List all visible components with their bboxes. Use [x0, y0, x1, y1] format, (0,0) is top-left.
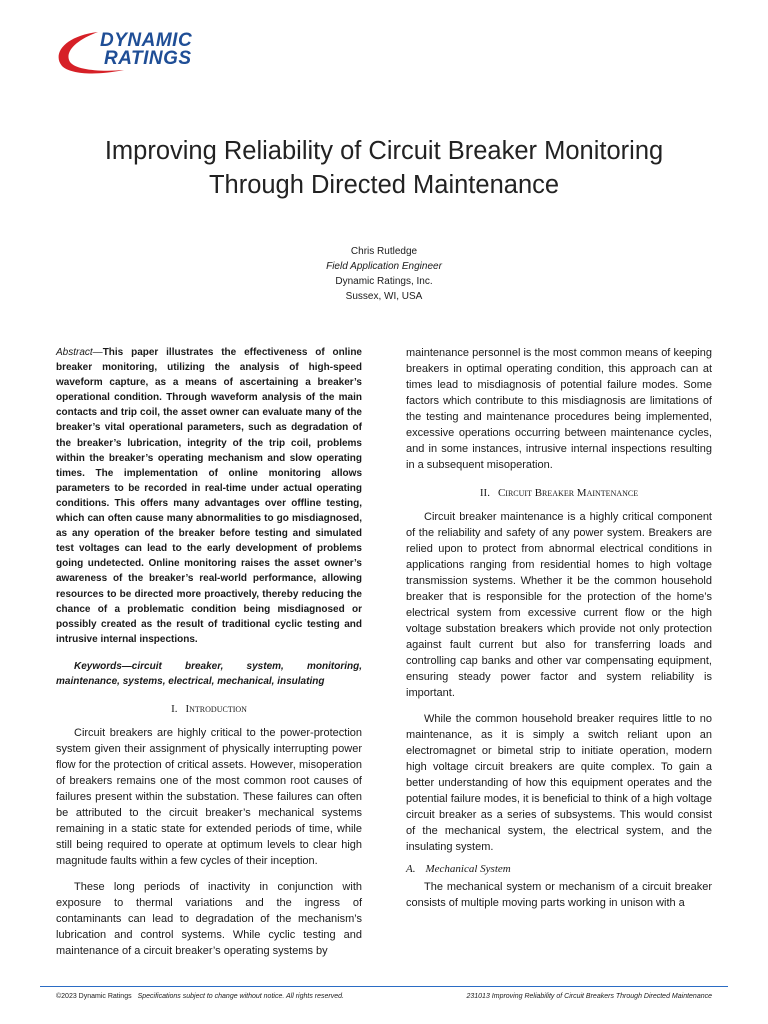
mechanical-paragraph-1: The mechanical system or mechanism of a circuit breaker consists of multiple moving parts working in unison with a: [406, 881, 712, 909]
footer-copyright: ©2023 Dynamic Ratings: [56, 993, 132, 1000]
logo-text-dynamic: DYNAMIC: [100, 30, 193, 51]
author-name: Chris Rutledge: [350, 246, 418, 257]
subsection-number: A.: [406, 863, 416, 875]
footer-notice: Specifications subject to change without notice. All rights reserved.: [137, 993, 344, 1000]
intro-paragraph-1: Circuit breakers are highly critical to the power-protection system given their assignment of physically interrupting power flow for the protection of critical assets. However, misoperation of breakers remains one of the most common root causes of failures present within the substation. These failures can often be attributed to the circuit breaker’s mechanical systems remaining in a static state for extended periods of time, while still being required to operate at optimum levels to clear high magnitude faults within a few cycles of their inception.: [56, 727, 362, 868]
footer-copyright-block: [56, 993, 344, 1000]
intro-paragraph-2: These long periods of inactivity in conjunction with exposure to thermal variations and the ingress of contaminants can lead to degradation of the mechanism’s lubrication and control systems. While cyclic testing and maintenance of a circuit breaker’s operating systems by: [56, 881, 362, 958]
maintenance-paragraph-2: While the common household breaker requires little to no maintenance, as it is simply a switch reliant upon an electromagnet or bimetal strip to initiate operation, modern high voltage circuit breakers are quite complex. To gain a better understanding of how this equipment operates and the potential failure modes, it is beneficial to think of a high voltage circuit breaker as a series of subsystems. This would consist of the mechanical system, the electrical system, and the insulating system.: [406, 713, 712, 853]
author-block: [234, 244, 534, 304]
section-name: Introduction: [185, 703, 247, 716]
abstract: [56, 345, 362, 647]
dynamic-ratings-logo: [54, 24, 214, 84]
title-line-1: Improving Reliability of Circuit Breaker Monitoring: [104, 137, 664, 165]
logo-text-ratings: RATINGS: [104, 48, 192, 69]
section-number: II.: [479, 487, 490, 499]
subsection-heading-mechanical: [406, 861, 712, 877]
section-name: Circuit Breaker Maintenance: [497, 487, 639, 499]
title-line-2: Through Directed Maintenance: [208, 171, 560, 199]
author-company: Dynamic Ratings, Inc.: [335, 276, 433, 287]
footer-document-id: 231013 Improving Reliability of Circuit Breakers Through Directed Maintenance: [466, 993, 712, 1000]
section-heading-introduction: [56, 701, 362, 717]
paper-title: [40, 134, 728, 202]
author-role: Field Application Engineer: [326, 261, 442, 272]
keywords: Keywords—circuit breaker, system, monitoring, maintenance, systems, electrical, mechanical, insulating: [56, 660, 362, 687]
section-heading-maintenance: [406, 485, 712, 501]
maintenance-paragraph-1: Circuit breaker maintenance is a highly critical component of the reliability and safety of any power system. Breakers are relied upon to protect from abnormal electrical conditions in applications ranging from residential homes to high voltage transmission systems. Whether it be the common household breaker that is responsible for the protection of the home’s electrical system from excessive current flow or the high voltage substation breakers which provide not only protection against fault current but also for transferring loads and controlling cap banks and other var compensating equipment, ensuring steady power factor and system reliability is important.: [406, 511, 712, 699]
section-number: I.: [171, 703, 178, 716]
intro-paragraph-2-continued: maintenance personnel is the most common means of keeping breakers in optimal operating condition, this approach can at times lead to misdiagnosis of potential failure modes. Some factors which contribute to this misdiagnosis are limitations of the testing and maintenance procedures being implemented, excessive operations occurring between maintenance cycles, and in some instances, intrusive internal inspections resulting in a subsequent misoperation.: [406, 347, 712, 471]
abstract-text: This paper illustrates the effectiveness of online breaker monitoring, utilizing the analysis of high-speed waveform capture, as a means of ascertaining a breaker’s operational condition. Through waveform analysis of the main contacts and trip coil, the asset owner can evaluate many of the breaker’s vital operational parameters, such as degradation of the breaker’s lubrication, integrity of the trip coil, problems within the breaker’s operating mechanism and slow operating times. The implementation of online monitoring allows parameters to be recorded in real-time under actual operating conditions. This offers many advantages over offline testing, which can often cause many abnormalities to go misdiagnosed, as any operation of the breaker before testing and simulated test voltages can lead to the early development of problems going undetected. Online monitoring raises the asset owner’s awareness of the breaker’s real-world performance, allowing resources to be directed more proactively, thereby reducing the chance of a problematic condition being misdiagnosed or possibly created as the result of traditional cyclic testing and intrusive internal inspections.: [56, 347, 362, 645]
abstract-lead: Abstract—: [56, 347, 103, 358]
subsection-name: Mechanical System: [425, 863, 511, 875]
left-column: [56, 345, 362, 959]
author-location: Sussex, WI, USA: [345, 291, 423, 302]
footer-divider: [40, 986, 728, 987]
right-column: [406, 345, 712, 911]
